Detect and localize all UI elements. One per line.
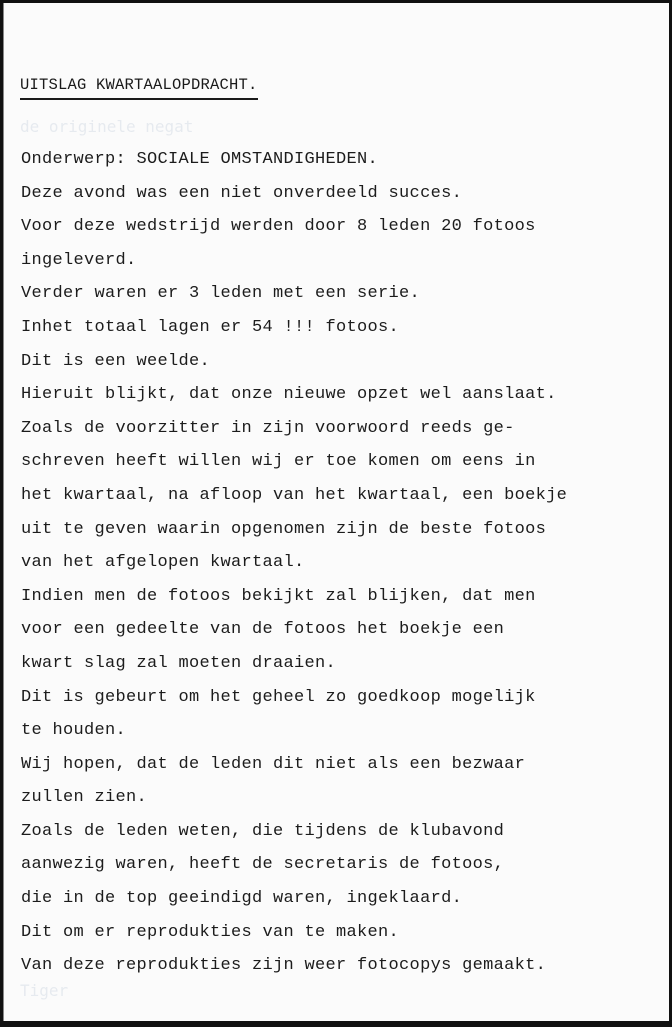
- body-text: [21, 143, 661, 983]
- text-line: te houden.: [21, 721, 127, 741]
- text-line: Van deze reprodukties zijn weer fotocopys gemaakt.: [21, 956, 547, 976]
- text-line: Dit om er reprodukties van te maken.: [21, 922, 400, 942]
- text-line: Zoals de leden weten, die tijdens de klubavond: [21, 821, 505, 841]
- text-line: Inhet totaal lagen er 54 !!! fotoos.: [21, 317, 400, 337]
- text-line: ingeleverd.: [21, 250, 137, 270]
- text-line: uit te geven waarin opgenomen zijn de beste fotoos: [21, 519, 547, 539]
- text-line: Dit is gebeurt om het geheel zo goedkoop mogelijk: [21, 687, 536, 707]
- show-through-text-bottom: Tiger: [20, 981, 69, 1000]
- text-line: Dit is een weelde.: [21, 351, 211, 371]
- text-line: Zoals de voorzitter in zijn voorwoord reeds ge-: [21, 418, 515, 438]
- text-line: Onderwerp: SOCIALE OMSTANDIGHEDEN.: [21, 150, 379, 169]
- text-line: het kwartaal, na afloop van het kwartaal, een boekje: [21, 485, 568, 505]
- page-title: UITSLAG KWARTAALOPDRACHT.: [20, 76, 258, 100]
- show-through-text-top: de originele negat: [20, 117, 194, 136]
- text-line: Hieruit blijkt, dat onze nieuwe opzet wel aanslaat.: [21, 385, 557, 405]
- text-line: van het afgelopen kwartaal.: [21, 553, 305, 573]
- text-line: kwart slag zal moeten draaien.: [21, 653, 337, 673]
- text-line: die in de top geeindigd waren, ingeklaard.: [21, 889, 463, 909]
- text-line: Verder waren er 3 leden met een serie.: [21, 284, 421, 304]
- text-line: Voor deze wedstrijd werden door 8 leden 20 fotoos: [21, 217, 536, 237]
- text-line: aanwezig waren, heeft de secretaris de fotoos,: [21, 855, 505, 875]
- text-line: Deze avond was een niet onverdeeld succes.: [21, 183, 463, 203]
- text-line: voor een gedeelte van de fotoos het boekje een: [21, 620, 505, 640]
- text-line: Indien men de fotoos bekijkt zal blijken, dat men: [21, 586, 536, 606]
- text-line: zullen zien.: [21, 788, 148, 808]
- text-line: Wij hopen, dat de leden dit niet als een bezwaar: [21, 754, 526, 774]
- text-line: schreven heeft willen wij er toe komen om eens in: [21, 452, 536, 472]
- typewritten-page: [3, 3, 669, 1021]
